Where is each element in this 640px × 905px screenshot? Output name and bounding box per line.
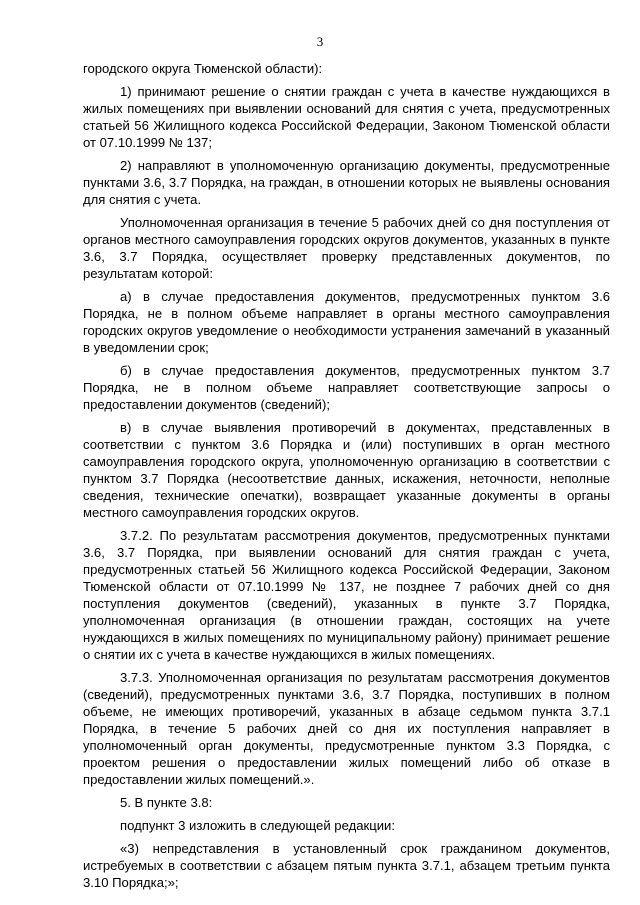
paragraph-item-2: 2) направляют в уполномоченную организацию документы, предусмотренные пунктами 3.6, 3.7 Порядка, на граждан, в отношении которых не выявлены основания для снятия с учета. — [83, 158, 610, 207]
paragraph-3-7-2: 3.7.2. По результатам рассмотрения документов, предусмотренных пунктами 3.6, 3.7 Порядка, при выявлении оснований для снятия граждан с учета, предусмотренных статьей 56 Жилищного кодекса Российской Федерации, Законом Тюменской области от 07.10.1999 № 137, не позднее 7 рабочих дней со дня поступления документов (сведений), указанных в пункте 3.7 Порядка, уполномоченная организация (в отношении граждан, состоящих на учете нуждающихся в жилых помещениях по муниципальному району) принимает решение о снятии их с учета в качестве нуждающихся в жилых помещениях. — [83, 528, 610, 662]
page-number: 3 — [316, 34, 324, 49]
paragraph-authorized-org: Уполномоченная организация в течение 5 рабочих дней со дня поступления от органов местного самоуправления городских округов документов, указанных в пункте 3.6, 3.7 Порядка, осуществляет проверку представленных документов, по результатам которой: — [83, 215, 610, 281]
paragraph-subitem-3-intro: подпункт 3 изложить в следующей редакции: — [120, 818, 395, 833]
paragraph-item-1: 1) принимают решение о снятии граждан с учета в качестве нуждающихся в жилых помещениях при выявлении оснований для снятия с учета, предусмотренных статьей 56 Жилищного кодекса Российской Федерации, Законом Тюменской области от 07.10.1999 № 137; — [83, 84, 610, 150]
paragraph-item-5: 5. В пункте 3.8: — [120, 795, 213, 810]
paragraph-intro: городского округа Тюменской области): — [83, 61, 323, 76]
paragraph-subitem-v: в) в случае выявления противоречий в документах, представленных в соответствии с пунктом 3.6 Порядка и (или) поступивших в орган местного самоуправления городского округа, уполномоченную организацию в соответствии с пунктом 3.7 Порядка (несоответствие данных, искажения, неточности, неполные сведения, технические опечатки), возвращает указанные документы в органы местного самоуправления городских округов. — [83, 420, 610, 520]
paragraph-3-7-3: 3.7.3. Уполномоченная организация по результатам рассмотрения документов (сведений), предусмотренных пунктами 3.6, 3.7 Порядка, поступивших в полном объеме, не имеющих противоречий, указанных в абзаце седьмом пункта 3.7.1 Порядка, в течение 5 рабочих дней со дня их поступления направляет в уполномоченный орган документы, предусмотренные пунктом 3.3 Порядка, с проектом решения о предоставлении жилых помещений либо об отказе в предоставлении жилых помещений.». — [83, 670, 610, 787]
paragraph-subitem-3-text: «3) непредставления в установленный срок гражданином документов, истребуемых в соответствии с абзацем пятым пункта 3.7.1, абзацем третьим пункта 3.10 Порядка;»; — [83, 841, 610, 890]
paragraph-subitem-b: б) в случае предоставления документов, предусмотренных пунктом 3.7 Порядка, не в полном объеме направляет соответствующие запросы о предоставлении документов (сведений); — [83, 363, 610, 412]
paragraph-subitem-a: а) в случае предоставления документов, предусмотренных пунктом 3.6 Порядка, не в полном объеме направляет в органы местного самоуправления городских округов уведомление о необходимости устранения замечаний в указанный в уведомлении срок; — [83, 289, 610, 355]
document-body — [83, 60, 610, 897]
